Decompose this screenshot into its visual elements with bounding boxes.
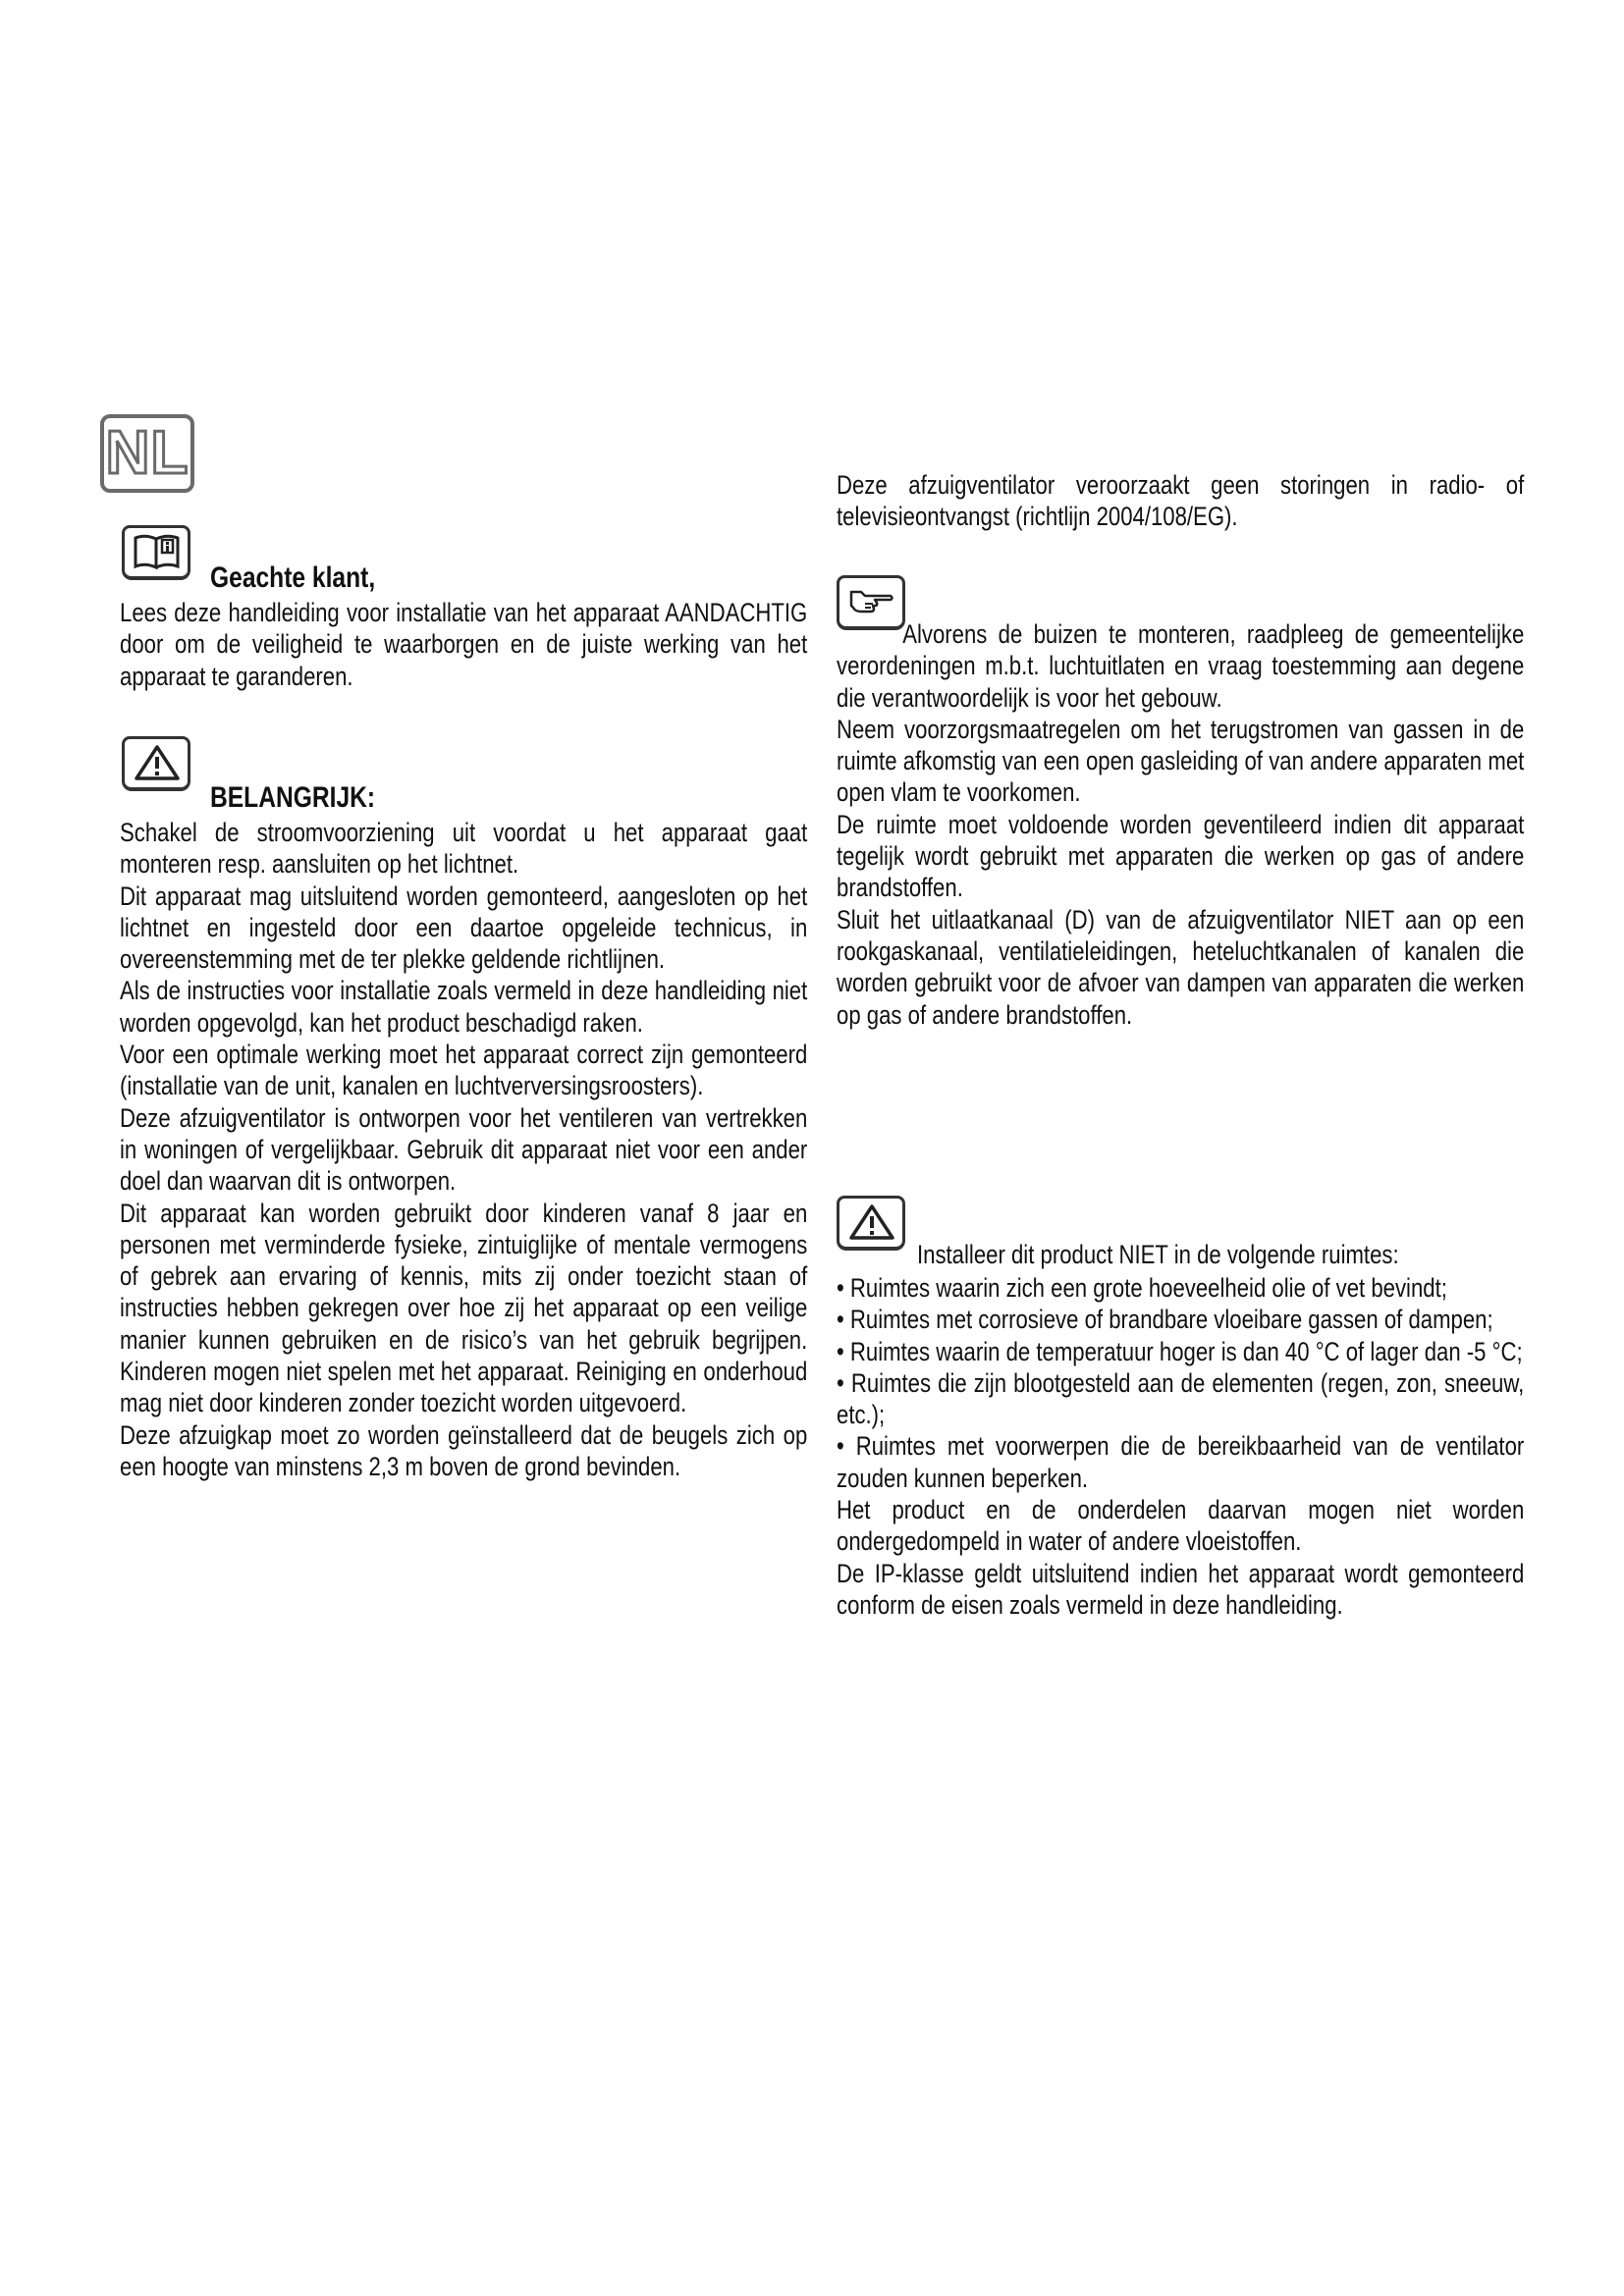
important-paragraph: Deze afzuigkap moet zo worden geïnstalleerd dat de beugels zich op een hoogte van minstens 2,3 m boven de grond bevinden.	[120, 1419, 808, 1481]
pipes-lead: Alvorens de buizen te monteren, raadpleeg de gemeentelijke verordeningen m.b.t. luchtuitlaten en vraag toestemming aan degene die verantwoordelijk is voor het gebouw.	[837, 619, 1525, 713]
rooms-paragraph: Het product en de onderdelen daarvan mogen niet worden ondergedompeld in water of andere vloeistoffen.	[837, 1495, 1525, 1557]
rooms-bullet: • Ruimtes met voorwerpen die de bereikbaarheid van de ventilator zouden kunnen beperken.	[837, 1431, 1525, 1493]
important-body	[120, 817, 807, 1482]
pipes-paragraph: De ruimte moet voldoende worden geventileerd indien dit apparaat tegelijk wordt gebruikt met apparaten die werken op gas of andere brandstoffen.	[837, 809, 1525, 903]
rooms-bullet: • Ruimtes met corrosieve of brandbare vloeibare gassen of dampen;	[837, 1305, 1493, 1335]
warning-triangle-icon	[122, 736, 190, 791]
intro-text: Lees deze handleiding voor installatie van het apparaat AANDACHTIG door om de veiligheid te waarborgen en de juiste werking van het apparaat te garanderen.	[120, 598, 808, 691]
rooms-bullet: • Ruimtes waarin zich een grote hoeveelheid olie of vet bevindt;	[837, 1273, 1447, 1303]
radio-interference-text: Deze afzuigventilator veroorzaakt geen storingen in radio- of televisieontvangst (richtlijn 2004/108/EG).	[837, 470, 1525, 532]
rooms-paragraph: De IP-klasse geldt uitsluitend indien het apparaat wordt gemonteerd conform de eisen zoals vermeld in deze handleiding.	[837, 1558, 1525, 1620]
language-badge	[100, 414, 194, 493]
pipes-paragraph: Neem voorzorgsmaatregelen om het terugstromen van gassen in de ruimte afkomstig van een open gasleiding of van andere apparaten met open vlam te voorkomen.	[837, 714, 1525, 808]
important-paragraph: Voor een optimale werking moet het apparaat correct zijn gemonteerd (installatie van de unit, kanalen en luchtverversingsroosters).	[120, 1040, 808, 1101]
rooms-bullet: • Ruimtes die zijn blootgesteld aan de elementen (regen, zon, sneeuw, etc.);	[837, 1367, 1525, 1430]
intro-heading: Geachte klant,	[210, 561, 376, 594]
manual-info-icon	[122, 525, 190, 580]
important-paragraph: Als de instructies voor installatie zoals vermeld in deze handleiding niet worden opgevolgd, kan het product beschadigd raken.	[120, 976, 808, 1038]
important-paragraph: Schakel de stroomvoorziening uit voordat u het apparaat gaat monteren resp. aansluiten op het lichtnet.	[120, 818, 808, 880]
important-paragraph: Dit apparaat kan worden gebruikt door kinderen vanaf 8 jaar en personen met verminderde fysieke, zintuiglijke of mentale vermogens of gebrek aan ervaring of kennis, mits zij onder toezicht staan of instructies hebben gekregen over hoe zij het apparaat op een veilige manier kunnen gebruiken en de risico’s van het gebruik begrijpen. Kinderen mogen niet spelen met het apparaat. Reiniging en onderhoud mag niet door kinderen zonder toezicht worden uitgevoerd.	[120, 1198, 808, 1418]
important-paragraph: Deze afzuigventilator is ontworpen voor het ventileren van vertrekken in woningen of vergelijkbaar. Gebruik dit apparaat niet voor een ander doel dan waarvan dit is ontworpen.	[120, 1102, 808, 1197]
language-badge-label: NL	[105, 419, 189, 487]
warning-triangle-icon	[837, 1196, 905, 1251]
rooms-heading: Installeer dit product NIET in de volgende ruimtes:	[917, 1240, 1399, 1269]
rooms-bullet: • Ruimtes waarin de temperatuur hoger is dan 40 °C of lager dan -5 °C;	[837, 1336, 1523, 1366]
important-heading: BELANGRIJK:	[210, 781, 376, 814]
pipes-body	[837, 618, 1524, 1031]
rooms-body	[837, 1272, 1524, 1621]
important-paragraph: Dit apparaat mag uitsluitend worden gemonteerd, aangesloten op het lichtnet en ingesteld door een daartoe opgeleide technicus, in overeenstemming met de ter plekke geldende richtlijnen.	[120, 881, 808, 975]
pipes-paragraph: Sluit het uitlaatkanaal (D) van de afzuigventilator NIET aan op een rookgaskanaal, ventilatieleidingen, heteluchtkanalen of kanalen die worden gebruikt voor de afvoer van dampen van apparaten die werken op gas of andere brandstoffen.	[837, 904, 1525, 1030]
